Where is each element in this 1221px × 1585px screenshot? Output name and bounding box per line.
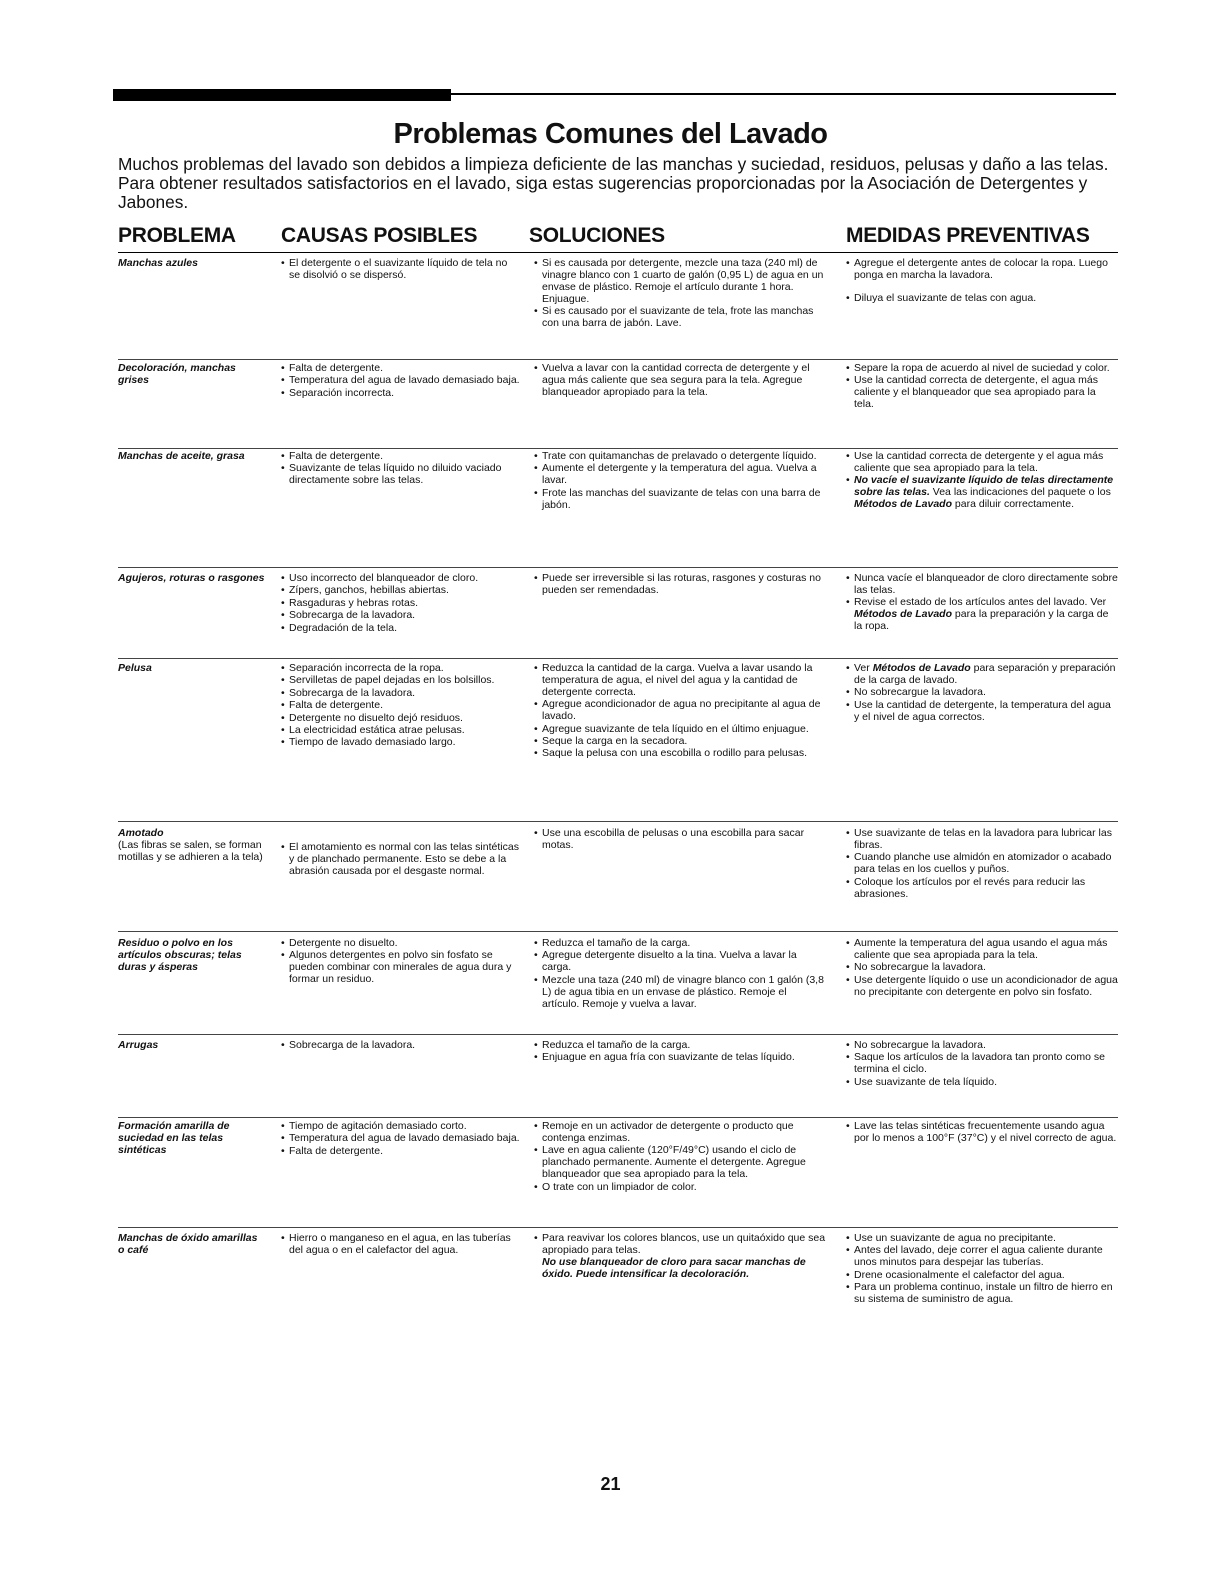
bullet-item: • Saque los artículos de la lavadora tan pronto como se termina el ciclo. bbox=[846, 1052, 1118, 1076]
problem-name: Amotado bbox=[118, 827, 164, 839]
bullet-list bbox=[534, 1233, 826, 1257]
bullet-item: • El detergente o el suavizante líquido de tela no se disolvió o se dispersó. bbox=[281, 258, 521, 282]
bullet-list bbox=[281, 842, 521, 878]
problem-name: Residuo o polvo en los artículos obscuras; telas duras y ásperas bbox=[118, 937, 242, 973]
bullet-list bbox=[281, 663, 521, 749]
bullet-item: • Sobrecarga de la lavadora. bbox=[281, 688, 521, 700]
bullet-list bbox=[846, 828, 1118, 900]
bullet-list bbox=[281, 451, 521, 487]
bullet-item: • Suavizante de telas líquido no diluido vaciado directamente sobre las telas. bbox=[281, 463, 521, 487]
bullet-item: • Algunos detergentes en polvo sin fosfato se pueden combinar con minerales de agua dura y formar un residuo. bbox=[281, 950, 521, 986]
bullet-item: • Temperatura del agua de lavado demasiado baja. bbox=[281, 375, 521, 387]
bullet-item: • O trate con un limpiador de color. bbox=[534, 1182, 826, 1194]
solutions-cell bbox=[534, 258, 826, 330]
problem-cell bbox=[118, 938, 266, 974]
bullet-list bbox=[534, 363, 826, 399]
bullet-item: • No vacíe el suavizante líquido de telas directamente sobre las telas. Vea las indicaciones del paquete o los Métodos de Lavado para diluir correctamente. bbox=[846, 475, 1118, 511]
problem-cell bbox=[118, 258, 266, 270]
bullet-item: • Frote las manchas del suavizante de telas con una barra de jabón. bbox=[534, 488, 826, 512]
bullet-item: • Use la cantidad de detergente, la temperatura del agua y el nivel de agua correctos. bbox=[846, 700, 1118, 724]
bullet-item: • Detergente no disuelto. bbox=[281, 938, 521, 950]
bullet-list bbox=[534, 1121, 826, 1193]
prevention-cell bbox=[846, 1040, 1118, 1089]
bullet-list bbox=[534, 573, 826, 597]
problem-cell bbox=[118, 573, 266, 585]
causes-cell bbox=[281, 451, 521, 488]
problem-name: Manchas de óxido amarillas o café bbox=[118, 1232, 258, 1256]
prevention-cell bbox=[846, 258, 1118, 305]
top-rule-thin bbox=[451, 93, 1116, 95]
top-rule bbox=[113, 89, 1116, 101]
bullet-item: • Falta de detergente. bbox=[281, 700, 521, 712]
header-causes: CAUSAS POSIBLES bbox=[281, 224, 478, 247]
solutions-cell bbox=[534, 363, 826, 399]
solutions-cell bbox=[534, 938, 826, 1011]
problem-name: Manchas de aceite, grasa bbox=[118, 450, 245, 462]
bullet-item: • Para un problema continuo, instale un filtro de hierro en su sistema de suministro de agua. bbox=[846, 1282, 1118, 1306]
bullet-item: • Hierro o manganeso en el agua, en las tuberías del agua o en el calefactor del agua. bbox=[281, 1233, 521, 1257]
problem-cell bbox=[118, 1040, 266, 1052]
bullet-item: • Vuelva a lavar con la cantidad correcta de detergente y el agua más caliente que sea segura para la tela. Agregue blanqueador apropiado para la tela. bbox=[534, 363, 826, 399]
bullet-list bbox=[846, 938, 1118, 999]
causes-cell bbox=[281, 1040, 521, 1052]
bullet-list bbox=[281, 1121, 521, 1158]
problem-cell bbox=[118, 1121, 266, 1157]
bullet-item: • Si es causada por detergente, mezcle una taza (240 ml) de vinagre blanco con 1 cuarto de galón (0,95 L) de agua en un envase de plástico. Remoje el artículo durante 1 hora. Enjuague. bbox=[534, 258, 826, 306]
bullet-list bbox=[846, 1233, 1118, 1306]
bullet-list bbox=[846, 663, 1118, 724]
table-row bbox=[118, 258, 1118, 360]
bullet-item: • Drene ocasionalmente el calefactor del agua. bbox=[846, 1270, 1118, 1282]
bullet-item: • Aumente el detergente y la temperatura del agua. Vuelva a lavar. bbox=[534, 463, 826, 487]
bullet-item: • Ver Métodos de Lavado para separación y preparación de la carga de lavado. bbox=[846, 663, 1118, 687]
warning-note: No use blanqueador de cloro para sacar manchas de óxido. Puede intensificar la decoloración. bbox=[542, 1256, 806, 1281]
problem-name: Arrugas bbox=[118, 1039, 159, 1051]
solutions-cell bbox=[534, 1121, 826, 1194]
bullet-list bbox=[846, 258, 1118, 305]
solutions-cell bbox=[534, 1233, 826, 1281]
bullet-item: • Para reavivar los colores blancos, use un quitaóxido que sea apropiado para telas. bbox=[534, 1233, 826, 1257]
prevention-cell bbox=[846, 451, 1118, 512]
solutions-cell bbox=[534, 828, 826, 852]
solutions-cell bbox=[534, 663, 826, 761]
bullet-item: • No sobrecargue la lavadora. bbox=[846, 1040, 1118, 1052]
bullet-item: • Servilletas de papel dejadas en los bolsillos. bbox=[281, 675, 521, 687]
solutions-cell bbox=[534, 1040, 826, 1065]
bullet-item: • Sobrecarga de la lavadora. bbox=[281, 1040, 521, 1052]
bullet-item: • Cuando planche use almidón en atomizador o acabado para telas en los cuellos y puños. bbox=[846, 852, 1118, 876]
bullet-list bbox=[846, 573, 1118, 633]
bullet-list bbox=[534, 663, 826, 760]
bullet-item: • Use la cantidad correcta de detergente y el agua más caliente que sea apropiado para la tela. bbox=[846, 451, 1118, 475]
header-problem: PROBLEMA bbox=[118, 224, 236, 247]
causes-cell bbox=[281, 258, 521, 282]
problem-cell bbox=[118, 1233, 266, 1257]
prevention-cell bbox=[846, 663, 1118, 724]
bullet-item: • Agregue suavizante de tela líquido en el último enjuague. bbox=[534, 724, 826, 736]
intro-paragraph: Muchos problemas del lavado son debidos a limpieza deficiente de las manchas y suciedad, residuos, pelusas y daño a las telas. Para obtener resultados satisfactorios en el lavado, siga estas sugerencias proporcionadas por la Asociación de Detergentes y Jabones. bbox=[118, 154, 1109, 212]
table-header bbox=[118, 222, 1118, 253]
table-row bbox=[118, 451, 1118, 568]
table-row bbox=[118, 1233, 1118, 1343]
causes-cell bbox=[281, 1233, 521, 1257]
causes-cell bbox=[281, 938, 521, 987]
bullet-item: • Seque la carga en la secadora. bbox=[534, 736, 826, 748]
bullet-item: • Antes del lavado, deje correr el agua caliente durante unos minutos para despejar las tuberías. bbox=[846, 1245, 1118, 1269]
table-row bbox=[118, 573, 1118, 659]
bullet-item: • Rasgaduras y hebras rotas. bbox=[281, 598, 521, 610]
solutions-cell bbox=[534, 573, 826, 597]
problem-note: (Las fibras se salen, se forman motillas y se adhieren a la tela) bbox=[118, 838, 263, 863]
problem-name: Decoloración, manchas grises bbox=[118, 362, 236, 386]
bullet-item: • Falta de detergente. bbox=[281, 451, 521, 463]
bullet-list bbox=[534, 451, 826, 512]
bullet-list bbox=[534, 828, 826, 852]
prevention-cell bbox=[846, 1233, 1118, 1306]
bullet-item: • Puede ser irreversible si las roturas, rasgones y costuras no pueden ser remendadas. bbox=[534, 573, 826, 597]
causes-cell bbox=[281, 363, 521, 400]
bullet-item: • Aumente la temperatura del agua usando el agua más caliente que sea apropiada para la tela. bbox=[846, 938, 1118, 962]
header-prevention: MEDIDAS PREVENTIVAS bbox=[846, 224, 1090, 247]
causes-cell bbox=[281, 842, 521, 878]
bullet-item: • Mezcle una taza (240 ml) de vinagre blanco con 1 galón (3,8 L) de agua tibia en un envase de plástico. Remoje el artículo. Remoje y vuelva a lavar. bbox=[534, 975, 826, 1011]
problem-cell bbox=[118, 451, 266, 463]
bullet-list bbox=[281, 258, 521, 282]
table-row bbox=[118, 363, 1118, 449]
bullet-item: • Si es causado por el suavizante de tela, frote las manchas con una barra de jabón. Lave. bbox=[534, 306, 826, 330]
bullet-item: • Separación incorrecta. bbox=[281, 388, 521, 400]
top-rule-thick bbox=[113, 89, 451, 101]
table-row bbox=[118, 1040, 1118, 1118]
bullet-item: • Falta de detergente. bbox=[281, 1146, 521, 1158]
bullet-list bbox=[281, 938, 521, 986]
problem-cell bbox=[118, 828, 266, 864]
header-solutions: SOLUCIONES bbox=[529, 224, 665, 247]
prevention-cell bbox=[846, 363, 1118, 412]
bullet-item: • No sobrecargue la lavadora. bbox=[846, 962, 1118, 974]
bullet-item: • Temperatura del agua de lavado demasiado baja. bbox=[281, 1133, 521, 1145]
bullet-list bbox=[846, 1121, 1118, 1145]
problem-name: Agujeros, roturas o rasgones bbox=[118, 572, 265, 584]
bullet-item: • No sobrecargue la lavadora. bbox=[846, 687, 1118, 699]
bullet-item: • Agregue detergente disuelto a la tina. Vuelva a lavar la carga. bbox=[534, 950, 826, 974]
prevention-cell bbox=[846, 1121, 1118, 1145]
bullet-item: • Use un suavizante de agua no precipitante. bbox=[846, 1233, 1118, 1245]
bullet-item: • Use detergente líquido o use un acondicionador de agua no precipitante con detergente en polvo sin fosfato. bbox=[846, 975, 1118, 999]
bullet-item: • Use una escobilla de pelusas o una escobilla para sacar motas. bbox=[534, 828, 826, 852]
bullet-item: • Enjuague en agua fría con suavizante de telas líquido. bbox=[534, 1052, 826, 1064]
table-row bbox=[118, 1121, 1118, 1228]
causes-cell bbox=[281, 1121, 521, 1158]
bullet-item: • Reduzca la cantidad de la carga. Vuelva a lavar usando la temperatura de agua, el nivel del agua y la cantidad de detergente correcta. bbox=[534, 663, 826, 699]
prevention-cell bbox=[846, 938, 1118, 999]
bullet-item: • Uso incorrecto del blanqueador de cloro. bbox=[281, 573, 521, 585]
bullet-item: • Use la cantidad correcta de detergente, el agua más caliente y el blanqueador que sea apropiado para la tela. bbox=[846, 375, 1118, 411]
bullet-item: • Use suavizante de tela líquido. bbox=[846, 1077, 1118, 1089]
bullet-item: • Lave en agua caliente (120°F/49°C) usando el ciclo de planchado permanente. Aumente el detergente. Agregue blanqueador que sea apropiado para la tela. bbox=[534, 1145, 826, 1181]
bullet-item: • Diluya el suavizante de telas con agua. bbox=[846, 293, 1118, 305]
problem-name: Formación amarilla de suciedad en las telas sintéticas bbox=[118, 1120, 230, 1156]
bullet-list bbox=[281, 1040, 521, 1052]
prevention-cell bbox=[846, 828, 1118, 901]
bullet-list bbox=[846, 451, 1118, 511]
bullet-item: • Tiempo de agitación demasiado corto. bbox=[281, 1121, 521, 1133]
bullet-item: • Trate con quitamanchas de prelavado o detergente líquido. bbox=[534, 451, 826, 463]
problem-cell bbox=[118, 363, 266, 387]
problem-name: Pelusa bbox=[118, 662, 152, 674]
page-title: Problemas Comunes del Lavado bbox=[393, 118, 828, 150]
bullet-item: • Reduzca el tamaño de la carga. bbox=[534, 1040, 826, 1052]
bullet-list bbox=[281, 573, 521, 635]
bullet-item: • Tiempo de lavado demasiado largo. bbox=[281, 737, 521, 749]
bullet-item: • Degradación de la tela. bbox=[281, 623, 521, 635]
bullet-item: • Remoje en un activador de detergente o producto que contenga enzimas. bbox=[534, 1121, 826, 1145]
bullet-item: • Zípers, ganchos, hebillas abiertas. bbox=[281, 585, 521, 597]
problem-cell bbox=[118, 663, 266, 675]
bullet-item: • Coloque los artículos por el revés para reducir las abrasiones. bbox=[846, 877, 1118, 901]
table-row bbox=[118, 663, 1118, 822]
causes-cell bbox=[281, 663, 521, 750]
causes-cell bbox=[281, 573, 521, 635]
bullet-item: • Separe la ropa de acuerdo al nivel de suciedad y color. bbox=[846, 363, 1118, 375]
bullet-list bbox=[534, 938, 826, 1010]
table-row bbox=[118, 938, 1118, 1035]
bullet-list bbox=[846, 363, 1118, 411]
page-number: 21 bbox=[600, 1474, 621, 1494]
bullet-item: • Falta de detergente. bbox=[281, 363, 521, 375]
bullet-item: • Nunca vacíe el blanqueador de cloro directamente sobre las telas. bbox=[846, 573, 1118, 597]
bullet-item: • Sobrecarga de la lavadora. bbox=[281, 610, 521, 622]
bullet-item: • La electricidad estática atrae pelusas. bbox=[281, 725, 521, 737]
bullet-item: • Agregue acondicionador de agua no precipitante al agua de lavado. bbox=[534, 699, 826, 723]
bullet-item: • Use suavizante de telas en la lavadora para lubricar las fibras. bbox=[846, 828, 1118, 852]
solutions-cell bbox=[534, 451, 826, 512]
bullet-item: • Agregue el detergente antes de colocar la ropa. Luego ponga en marcha la lavadora. bbox=[846, 258, 1118, 282]
bullet-item: • Reduzca el tamaño de la carga. bbox=[534, 938, 826, 950]
bullet-list bbox=[281, 363, 521, 400]
bullet-item: • Saque la pelusa con una escobilla o rodillo para pelusas. bbox=[534, 748, 826, 760]
table-row bbox=[118, 828, 1118, 932]
bullet-item: • Revise el estado de los artículos antes del lavado. Ver Métodos de Lavado para la preparación y la carga de la ropa. bbox=[846, 597, 1118, 633]
prevention-cell bbox=[846, 573, 1118, 634]
bullet-list bbox=[534, 258, 826, 330]
bullet-list bbox=[281, 1233, 521, 1257]
bullet-list bbox=[846, 1040, 1118, 1089]
bullet-list bbox=[534, 1040, 826, 1064]
bullet-item: • El amotamiento es normal con las telas sintéticas y de planchado permanente. Esto se debe a la abrasión causada por el desgaste normal. bbox=[281, 842, 521, 878]
bullet-item: • Detergente no disuelto dejó residuos. bbox=[281, 713, 521, 725]
bullet-item: • Separación incorrecta de la ropa. bbox=[281, 663, 521, 675]
problem-name: Manchas azules bbox=[118, 257, 198, 269]
bullet-item: • Lave las telas sintéticas frecuentemente usando agua por lo menos a 100°F (37°C) y el nivel correcto de agua. bbox=[846, 1121, 1118, 1145]
